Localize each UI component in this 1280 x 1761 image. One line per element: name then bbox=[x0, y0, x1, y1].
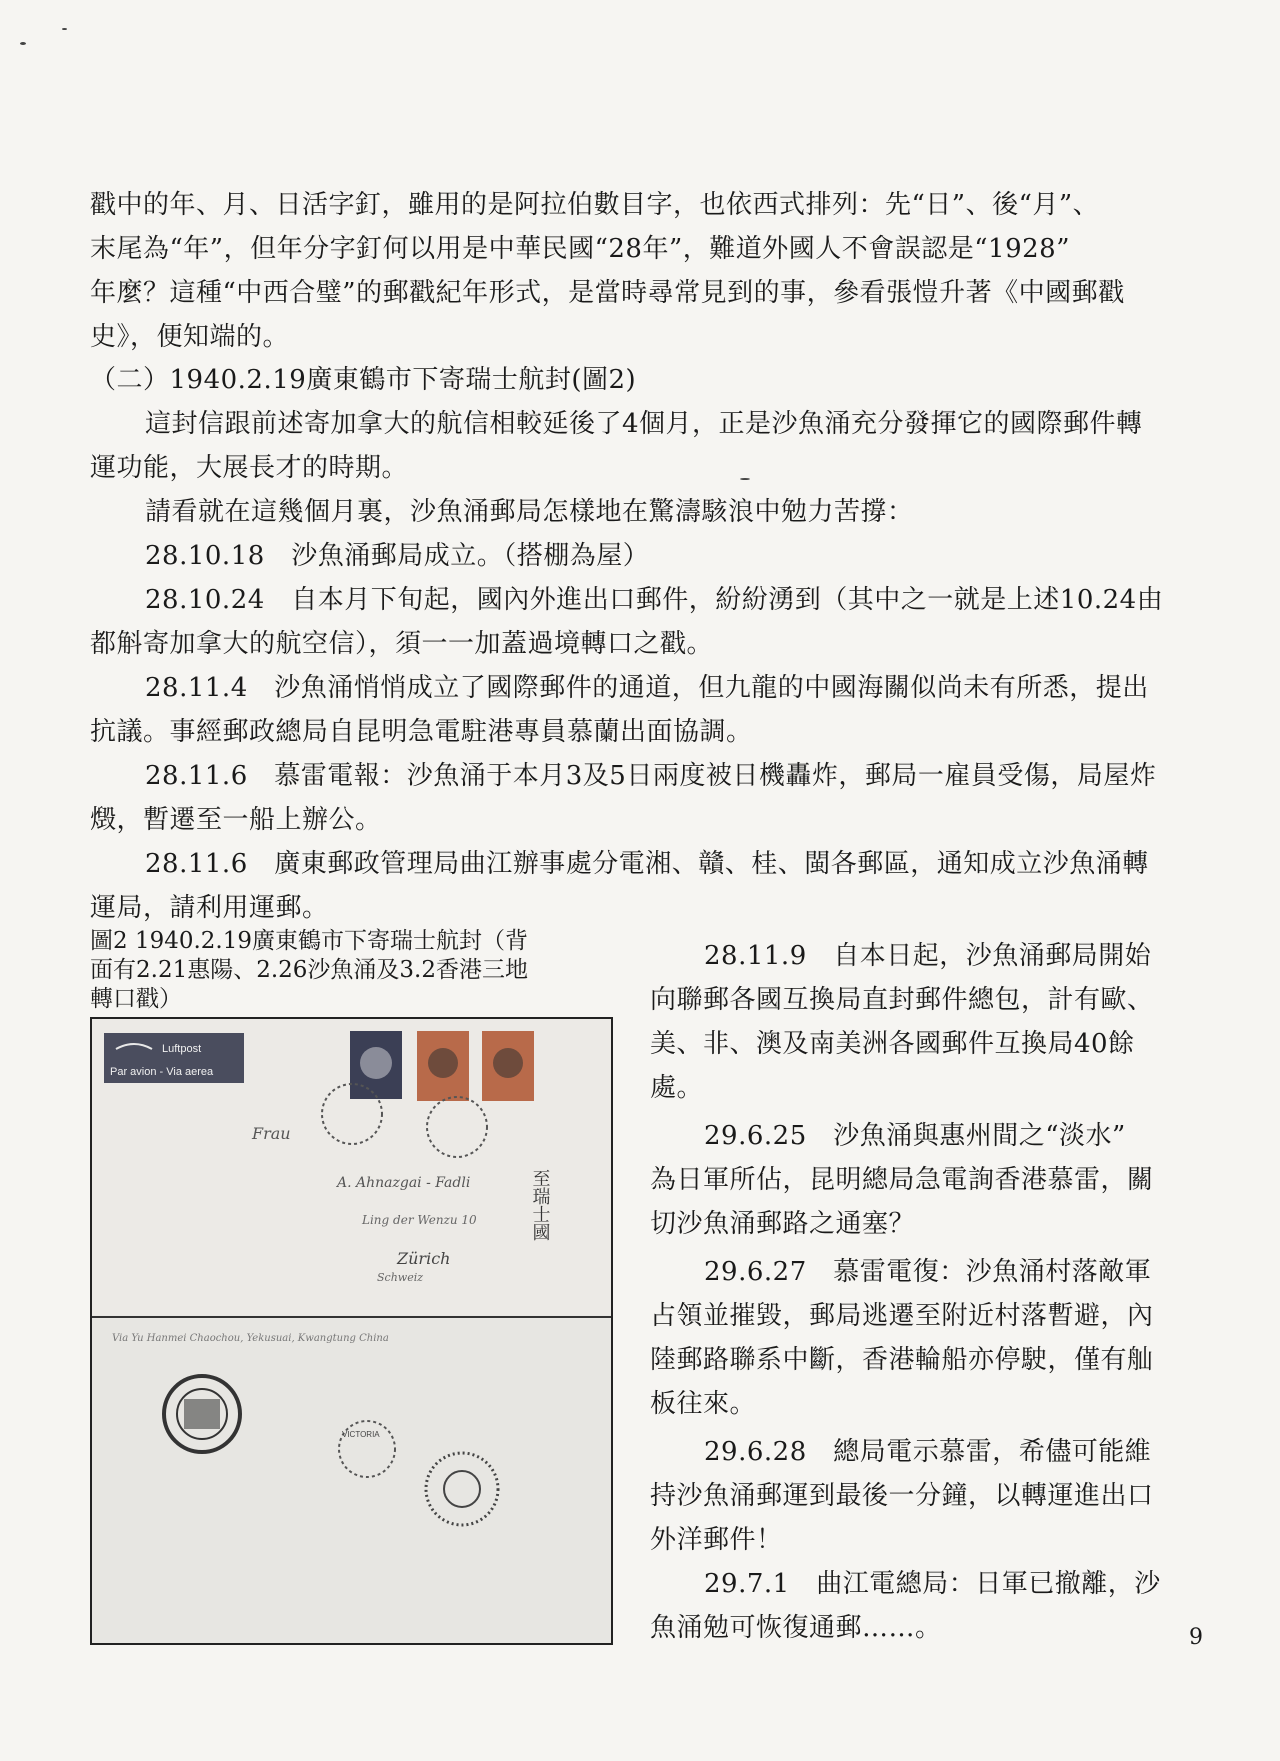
address-line: Schweiz bbox=[377, 1271, 424, 1284]
body-line: 切沙魚涌郵路之通塞？ bbox=[650, 1209, 916, 1239]
body-line: 板往來。 bbox=[650, 1389, 757, 1419]
body-line: 史》，便知端的。 bbox=[90, 322, 290, 352]
chinese-address-label: 至瑞士國 bbox=[529, 1169, 551, 1241]
page-number: 9 bbox=[1189, 1625, 1203, 1650]
body-line: 請看就在這幾個月裏，沙魚涌郵局怎樣地在驚濤駭浪中勉力苦撐： bbox=[145, 497, 914, 527]
cover-photo bbox=[90, 1017, 613, 1645]
chronology-entry: 28.11.9 自本日起，沙魚涌郵局開始 bbox=[704, 941, 1152, 971]
caption-line: 圖2 1940.2.19廣東鶴市下寄瑞士航封（背 bbox=[90, 928, 528, 954]
body-line: 燬，暫遷至一船上辦公。 bbox=[90, 805, 382, 835]
chronology-entry: 28.11.6 慕雷電報：沙魚涌于本月3及5日兩度被日機轟炸，郵局一雇員受傷，局屋炸 bbox=[145, 761, 1157, 791]
back-note: Via Yu Hanmei Chaochou, Yekusuai, Kwangtung China bbox=[112, 1333, 389, 1344]
chronology-entry: 29.6.25 沙魚涌與惠州間之“淡水” bbox=[704, 1121, 1126, 1151]
body-line: 末尾為“年”，但年分字釘何以用是中華民國“28年”，難道外國人不會誤認是“1928” bbox=[90, 234, 1071, 264]
figure-caption bbox=[90, 927, 630, 1014]
body-line: 處。 bbox=[650, 1073, 704, 1103]
address-line: Frau bbox=[252, 1124, 291, 1143]
body-line: 陸郵路聯系中斷，香港輪船亦停駛，僅有舢 bbox=[650, 1345, 1154, 1375]
postmark-victoria-text: VICTORIA bbox=[342, 1430, 380, 1439]
body-line: 占領並摧毀，郵局逃遷至附近村落暫避，內 bbox=[650, 1301, 1154, 1331]
body-line: 運局，請利用運郵。 bbox=[90, 893, 329, 923]
caption-line: 轉口戳） bbox=[90, 986, 182, 1012]
body-line: 向聯郵各國互換局直封郵件總包，計有歐、 bbox=[650, 985, 1154, 1015]
body-line: 魚涌勉可恢復通郵……。 bbox=[650, 1613, 942, 1643]
body-line: 為日軍所佔，昆明總局急電詢香港慕雷，關 bbox=[650, 1165, 1154, 1195]
chronology-entry: 28.10.18 沙魚涌郵局成立。（搭棚為屋） bbox=[145, 541, 650, 571]
body-line: 都斛寄加拿大的航空信），須一一加蓋過境轉口之戳。 bbox=[90, 629, 714, 659]
chronology-entry: 28.10.24 自本月下旬起，國內外進出口郵件，紛紛湧到（其中之一就是上述10.24由 bbox=[145, 585, 1164, 615]
body-line: 美、非、澳及南美洲各國郵件互換局40餘 bbox=[650, 1029, 1135, 1059]
chronology-entry: 28.11.6 廣東郵政管理局曲江辦事處分電湘、贛、桂、閩各郵區，通知成立沙魚涌轉 bbox=[145, 849, 1149, 879]
section-heading: （二）1940.2.19廣東鶴市下寄瑞士航封(圖2) bbox=[90, 365, 637, 395]
body-line: 持沙魚涌郵運到最後一分鐘，以轉運進出口 bbox=[650, 1481, 1154, 1511]
chronology-entry: 29.6.28 總局電示慕雷，希儘可能維 bbox=[704, 1437, 1152, 1467]
scan-speck bbox=[62, 28, 67, 30]
address-line: Zürich bbox=[397, 1249, 451, 1268]
scan-speck bbox=[20, 42, 26, 45]
address-line: Ling der Wenzu 10 bbox=[362, 1213, 477, 1227]
scan-speck bbox=[740, 478, 750, 480]
chronology-entry: 29.7.1 曲江電總局：日軍已撤離，沙 bbox=[704, 1569, 1161, 1599]
chronology-entry: 29.6.27 慕雷電復：沙魚涌村落敵軍 bbox=[704, 1257, 1152, 1287]
address-line: A. Ahnazgai - Fadli bbox=[337, 1175, 471, 1191]
body-line: 年麼？這種“中西合璧”的郵戳紀年形式，是當時尋常見到的事，參看張愷升著《中國郵戳 bbox=[90, 278, 1125, 308]
body-line: 運功能，大展長才的時期。 bbox=[90, 453, 409, 483]
body-line: 戳中的年、月、日活字釘，雖用的是阿拉伯數目字，也依西式排列：先“日”、後“月”、 bbox=[90, 190, 1100, 220]
body-line: 這封信跟前述寄加拿大的航信相較延後了4個月，正是沙魚涌充分發揮它的國際郵件轉 bbox=[145, 409, 1143, 439]
caption-line: 面有2.21惠陽、2.26沙魚涌及3.2香港三地 bbox=[90, 957, 528, 983]
chronology-entry: 28.11.4 沙魚涌悄悄成立了國際郵件的通道，但九龍的中國海關似尚未有所悉，提出 bbox=[145, 673, 1149, 703]
body-line: 外洋郵件！ bbox=[650, 1525, 783, 1555]
cover-illustration bbox=[92, 1019, 611, 1643]
airmail-label-subtext: Par avion - Via aerea bbox=[110, 1066, 214, 1078]
body-line: 抗議。事經郵政總局自昆明急電駐港專員慕蘭出面協調。 bbox=[90, 717, 753, 747]
airmail-label-text: Luftpost bbox=[162, 1043, 202, 1055]
